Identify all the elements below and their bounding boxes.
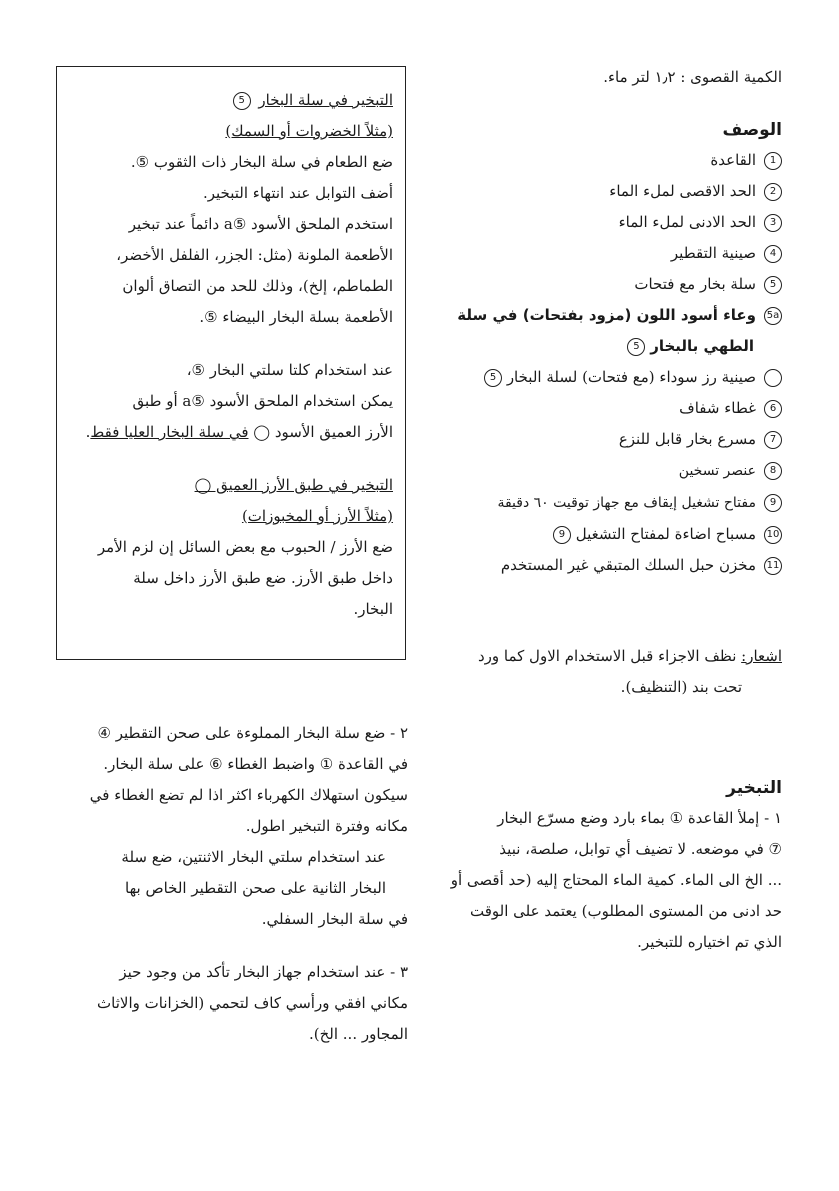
capacity-note: الكمية القصوى : ١٫٢ لتر ماء. bbox=[603, 68, 782, 86]
list-item: 9مفتاح تشغيل إيقاف مع جهاز توقيت ٦٠ دقيقة bbox=[430, 487, 782, 519]
part-number-badge: 6 bbox=[764, 400, 782, 418]
part-number-badge: 7 bbox=[764, 431, 782, 449]
part-number-badge: 5a bbox=[764, 307, 782, 325]
right-column bbox=[430, 62, 782, 958]
part-number-badge: 5 bbox=[484, 369, 502, 387]
list-item: 5سلة بخار مع فتحات bbox=[430, 269, 782, 300]
box-title-basket: التبخير في سلة البخار 5 bbox=[67, 85, 393, 116]
box-subtitle-vegetables: (مثلاً الخضروات أو السمك) bbox=[225, 122, 393, 140]
part-number-badge: 9 bbox=[553, 526, 571, 544]
part-number-badge: 4 bbox=[764, 245, 782, 263]
list-item: 1القاعدة bbox=[430, 145, 782, 176]
part-number-badge: 1 bbox=[764, 152, 782, 170]
warning-note-continued: تحت بند (التنظيف). bbox=[620, 678, 742, 696]
part-number-badge: 8 bbox=[764, 462, 782, 480]
parts-list bbox=[430, 145, 782, 581]
box-title-rice-bowl: التبخير في طبق الأرز العميق ◯ bbox=[194, 476, 393, 494]
part-number-badge: 5 bbox=[627, 338, 645, 356]
part-number-badge: 3 bbox=[764, 214, 782, 232]
list-item: 3الحد الادنى لملء الماء bbox=[430, 207, 782, 238]
list-item: 6غطاء شفاف bbox=[430, 393, 782, 424]
list-item: 7مسرع بخار قابل للنزع bbox=[430, 424, 782, 455]
part-number-badge: 2 bbox=[764, 183, 782, 201]
part-number-badge: 11 bbox=[764, 557, 782, 575]
rice-bowl-symbol-icon bbox=[764, 369, 782, 387]
part-number-badge: 10 bbox=[764, 526, 782, 544]
left-column bbox=[56, 718, 408, 1050]
list-item: 10مسباح اضاءة لمفتاح التشغيل 9 bbox=[430, 519, 782, 550]
list-item: 5aوعاء أسود اللون (مزود بفتحات) في سلة bbox=[430, 300, 782, 331]
step-3: ٣ - عند استخدام جهاز البخار تأكد من وجود حيز مكاني افقي ورأسي كاف لتحمي (الخزانات والاثاث المجاور ... الخ). bbox=[97, 963, 408, 1043]
list-item: 2الحد الاقصى لملء الماء bbox=[430, 176, 782, 207]
box-subtitle-rice: (مثلاً الأرز أو المخبوزات) bbox=[241, 507, 393, 525]
step-1: ١ - إملأ القاعدة ① بماء بارد وضع مسرّع البخار ⑦ في موضعه. لا تضيف أي توابل، صلصة، نبيذ ... الخ الى الماء. كمية الماء المحتاج إليه (حد أقصى أو حد ادنى من المستوى المطلوب) يعتمد على الوقت الذي تم اختياره للتبخير. bbox=[450, 809, 782, 951]
list-item: 11مخزن حبل السلك المتبقي غير المستخدم bbox=[430, 550, 782, 581]
part-number-badge: 5 bbox=[764, 276, 782, 294]
list-item: 8عنصر تسخين bbox=[430, 455, 782, 487]
step-2: ٢ - ضع سلة البخار المملوءة على صحن التقطير ④ في القاعدة ① واضبط الغطاء ⑥ على سلة البخار. سيكون استهلاك الكهرباء اكثر اذا لم تضع الغطاء في مكانه وفترة التبخير اطول. عند استخدام سلتي البخار الاثنتين، ضع سلة البخار الثانية على صحن التقطير الخاص بها في سلة البخار السفلي. bbox=[89, 724, 408, 928]
list-item-continuation: الطهي بالبخار 5 bbox=[430, 331, 782, 362]
steaming-tips-box: التبخير في سلة البخار 5 (مثلاً الخضروات أو السمك) ضع الطعام في سلة البخار ذات الثقوب ⑤. أضف التوابل عند انتهاء التبخير. استخدم الملحق الأسود ⑤a دائماً عند تبخير الأطعمة الملونة (مثل: الجزر، الفلفل الأخضر، الطماطم، إلخ)، وذلك للحد من التصاق ألوان الأطعمة بسلة البخار البيضاء ⑤. عند استخدام كلتا سلتي البخار ⑤، يمكن استخدام الملحق الأسود ⑤a أو طبق الأرز العميق الأسود ◯ في سلة البخار العليا فقط. التبخير في طبق الأرز العميق ◯ (مثلاً الأرز أو المخبوزات) ضع الأرز / الحبوب مع بعض السائل إن لزم الأمر داخل طبق الأرز. ضع طبق الأرز داخل سلة البخار. bbox=[56, 66, 406, 660]
part-number-badge: 5 bbox=[233, 92, 251, 110]
steaming-heading: التبخير bbox=[726, 778, 782, 798]
part-number-badge: 9 bbox=[764, 494, 782, 512]
warning-note: اشعار: نظف الاجزاء قبل الاستخدام الاول كما ورد bbox=[477, 647, 782, 665]
list-item: 4صينية التقطير bbox=[430, 238, 782, 269]
box-upper-basket-note: الأرز العميق الأسود ◯ في سلة البخار العليا فقط. bbox=[85, 423, 393, 441]
description-heading: الوصف bbox=[722, 120, 782, 140]
list-item: صينية رز سوداء (مع فتحات) لسلة البخار 5 bbox=[430, 362, 782, 393]
